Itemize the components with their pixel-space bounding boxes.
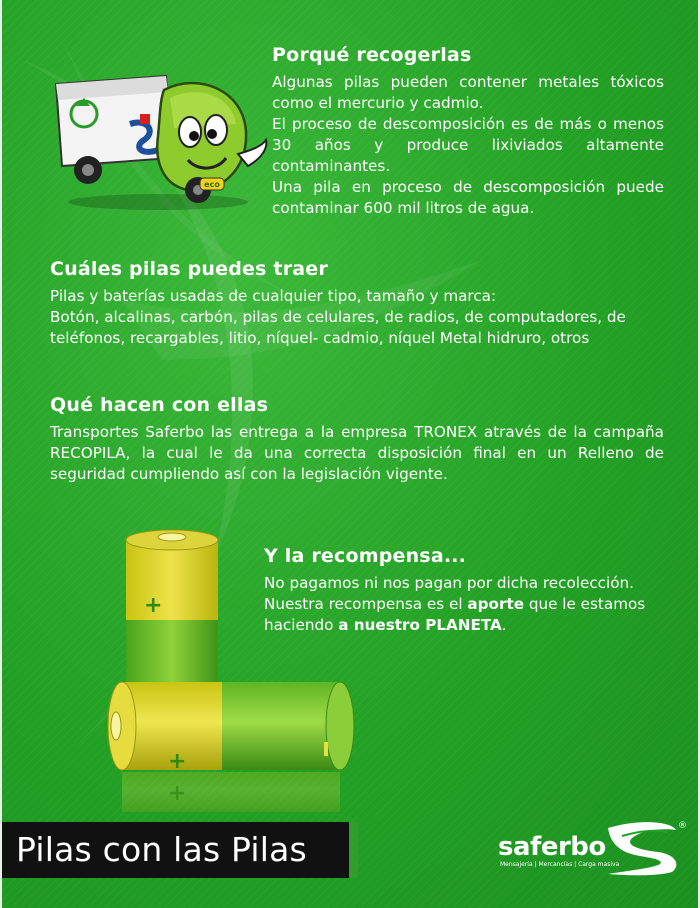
plus-sign-icon: + (144, 593, 163, 618)
reward-text-part: . (501, 616, 507, 634)
reward-text-part: que le estamos haciendo (264, 595, 646, 634)
what-they-do-paragraph: Transportes Saferbo las entrega a la empresa TRONEX através de la campaña RECOPILA, la cual le da una correcta disposición final en un Relleno de seguridad cumpliendo así con la legislación vigente. (50, 423, 664, 483)
what-they-do-title: Qué hacen con ellas (50, 394, 269, 416)
reward-section (264, 545, 664, 636)
logo-name: saferbo (498, 832, 606, 862)
slogan-text: Pilas con las Pilas (16, 830, 307, 869)
what-they-do-section (50, 394, 664, 485)
slogan-bar (2, 822, 358, 878)
reward-text-part: Nuestra recompensa es el (264, 595, 468, 613)
reward-highlight-aporte: aporte (467, 595, 525, 613)
saferbo-logo (494, 812, 690, 878)
registered-mark: ® (678, 821, 687, 831)
why-collect-title: Porqué recogerlas (272, 44, 472, 66)
logo-tagline: Mensajería | Mercancías | Carga masiva (500, 861, 620, 868)
which-batteries-title: Cuáles pilas puedes traer (50, 258, 328, 280)
why-collect-paragraph-3: Una pila en proceso de descomposición puede contaminar 600 mil litros de agua. (272, 178, 664, 217)
reward-line-1: No pagamos ni nos pagan por dicha recolección. (264, 574, 634, 592)
which-batteries-list: Botón, alcalinas, carbón, pilas de celulares, de radios, de computadores, de teléfonos, recargables, litio, níquel- cadmio, níquel Metal hidruro, otros (50, 308, 626, 347)
saferbo-s-mark-icon (602, 816, 690, 878)
eco-badge-text: eco (204, 180, 220, 189)
which-batteries-section (50, 258, 660, 349)
why-collect-paragraph-2: El proceso de descomposición es de más o menos 30 años y produce lixiviados altamente contaminantes. (272, 115, 664, 175)
why-collect-paragraph-1: Algunas pilas pueden contener metales tóxicos como el mercurio y cadmio. (272, 73, 664, 112)
why-collect-section (272, 44, 664, 219)
which-batteries-intro: Pilas y baterías usadas de cualquier tipo, tamaño y marca: (50, 287, 497, 305)
reward-highlight-planeta: a nuestro PLANETA (338, 616, 502, 634)
reward-title: Y la recompensa... (264, 545, 467, 567)
plus-sign-icon: + (168, 749, 187, 774)
svg-text:+: + (168, 781, 187, 806)
truck-mascot-illustration (48, 62, 270, 212)
reward-line-2 (264, 594, 664, 636)
